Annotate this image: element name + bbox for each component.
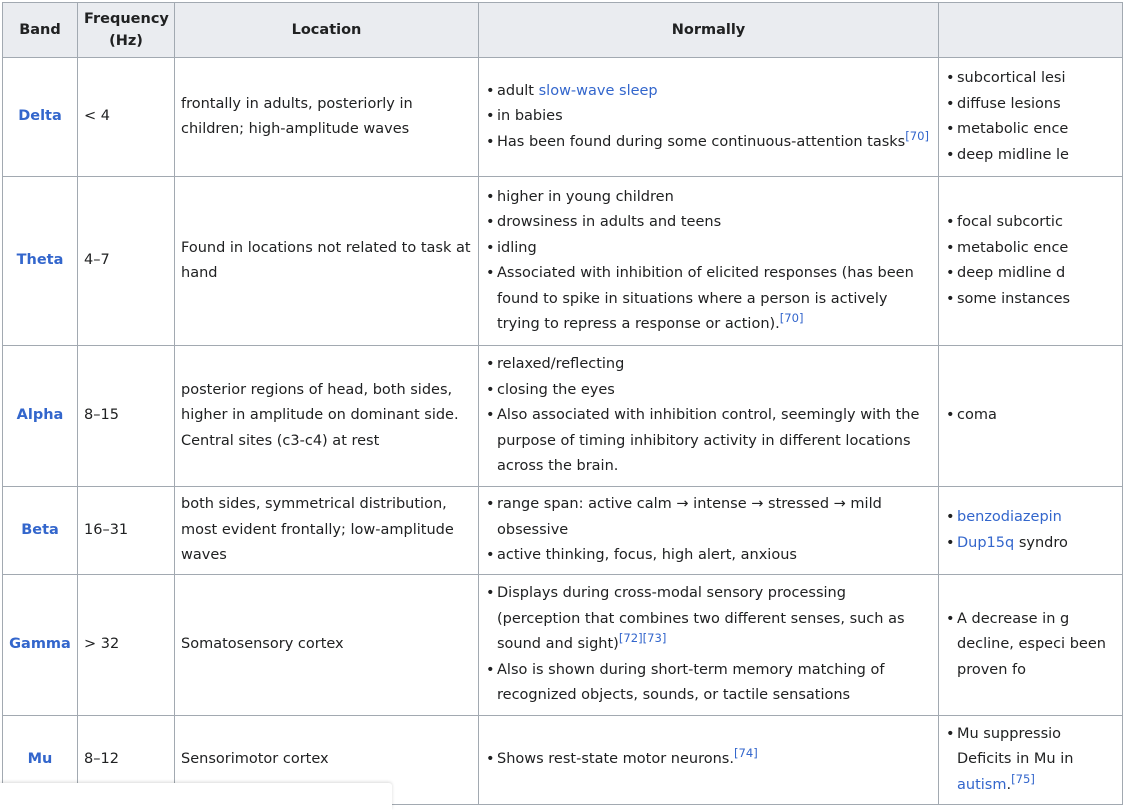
normally-cell bbox=[479, 716, 939, 805]
list-item bbox=[957, 505, 1116, 531]
header-normally: Normally bbox=[479, 3, 939, 58]
list-item: • focal subcortic bbox=[957, 210, 1116, 236]
citation-link[interactable]: [74] bbox=[733, 746, 758, 761]
list-item: • coma bbox=[957, 403, 1116, 429]
list-item: • metabolic ence bbox=[957, 236, 1116, 262]
list-item: • closing the eyes bbox=[497, 378, 932, 404]
citation-link[interactable]: [72][73] bbox=[618, 631, 667, 646]
list-item: • Mu suppressio Deficits in Mu in autism.[75] bbox=[957, 722, 1116, 799]
table-row bbox=[3, 487, 1123, 575]
list-item: • Has been found during some continuous-attention tasks[70] bbox=[497, 130, 932, 156]
band-link[interactable]: Beta bbox=[21, 521, 59, 538]
list-item: • higher in young children bbox=[497, 185, 932, 211]
band-cell bbox=[3, 58, 78, 177]
list-item: • A decrease in g decline, especi been proven fo bbox=[957, 607, 1116, 684]
pathologically-cell bbox=[939, 58, 1123, 177]
band-cell bbox=[3, 177, 78, 346]
list-item: • range span: active calm → intense → stressed → mild obsessive bbox=[497, 492, 932, 543]
band-cell bbox=[3, 487, 78, 575]
frequency-cell: > 32 bbox=[78, 575, 175, 716]
pathologically-cell bbox=[939, 487, 1123, 575]
header-location: Location bbox=[175, 3, 479, 58]
list-item: • metabolic ence bbox=[957, 117, 1116, 143]
table-row bbox=[3, 575, 1123, 716]
dup15q-link[interactable]: Dup15q bbox=[957, 534, 1015, 551]
list-item: • Displays during cross-modal sensory processing (perception that combines two different senses, such as sound and sight)[72][73] bbox=[497, 581, 932, 658]
location-cell: Somatosensory cortex bbox=[175, 575, 479, 716]
band-link[interactable]: Delta bbox=[18, 108, 62, 125]
pathologically-cell bbox=[939, 346, 1123, 487]
citation-link[interactable]: [70] bbox=[905, 128, 930, 143]
list-item: • drowsiness in adults and teens bbox=[497, 210, 932, 236]
list-item: • Associated with inhibition of elicited responses (has been found to spike in situations where a person is actively trying to repress a response or action).[70] bbox=[497, 261, 932, 338]
location-cell: posterior regions of head, both sides, higher in amplitude on dominant side. Central sites (c3-c4) at rest bbox=[175, 346, 479, 487]
citation-link[interactable]: [70] bbox=[779, 311, 804, 326]
normally-cell bbox=[479, 487, 939, 575]
list-item: • relaxed/reflecting bbox=[497, 352, 932, 378]
band-link[interactable]: Theta bbox=[16, 252, 64, 269]
location-cell: frontally in adults, posteriorly in children; high-amplitude waves bbox=[175, 58, 479, 177]
location-cell: Sensorimotor cortex bbox=[175, 716, 479, 805]
frequency-cell: 16–31 bbox=[78, 487, 175, 575]
list-item: • deep midline le bbox=[957, 143, 1116, 169]
pathologically-cell bbox=[939, 177, 1123, 346]
header-pathologically bbox=[939, 3, 1123, 58]
autism-link[interactable]: autism bbox=[957, 776, 1007, 793]
list-item: • idling bbox=[497, 236, 932, 262]
band-link[interactable]: Alpha bbox=[16, 407, 64, 424]
slow-wave-sleep-link[interactable]: slow-wave sleep bbox=[538, 82, 658, 99]
normally-cell bbox=[479, 346, 939, 487]
list-item: • deep midline d bbox=[957, 261, 1116, 287]
band-link[interactable]: Gamma bbox=[9, 636, 71, 653]
header-band: Band bbox=[3, 3, 78, 58]
list-item: • Also is shown during short-term memory matching of recognized objects, sounds, or tactile sensations bbox=[497, 658, 932, 709]
normally-cell bbox=[479, 58, 939, 177]
table-header-row bbox=[3, 3, 1123, 58]
citation-link[interactable]: [75] bbox=[1011, 771, 1035, 786]
pathologically-cell bbox=[939, 716, 1123, 805]
pathologically-cell bbox=[939, 575, 1123, 716]
list-item: • adult slow-wave sleep bbox=[497, 79, 932, 105]
list-item: • Shows rest-state motor neurons.[74] bbox=[497, 747, 932, 773]
list-item: • some instances bbox=[957, 287, 1116, 313]
list-item: • in babies bbox=[497, 104, 932, 130]
list-item: • active thinking, focus, high alert, anxious bbox=[497, 543, 932, 569]
band-link[interactable]: Mu bbox=[27, 751, 53, 768]
list-item: • Dup15q syndro bbox=[957, 531, 1116, 557]
frequency-cell: 8–12 bbox=[78, 716, 175, 805]
header-frequency: Frequency (Hz) bbox=[78, 3, 175, 58]
bottom-overlay-panel bbox=[0, 783, 392, 810]
eeg-bands-table bbox=[2, 2, 1123, 805]
table-row bbox=[3, 346, 1123, 487]
table-row bbox=[3, 58, 1123, 177]
location-cell: both sides, symmetrical distribution, most evident frontally; low-amplitude waves bbox=[175, 487, 479, 575]
list-item: • subcortical lesi bbox=[957, 66, 1116, 92]
location-cell: Found in locations not related to task at hand bbox=[175, 177, 479, 346]
frequency-cell: < 4 bbox=[78, 58, 175, 177]
table-row bbox=[3, 177, 1123, 346]
list-item: • diffuse lesions bbox=[957, 92, 1116, 118]
frequency-cell: 8–15 bbox=[78, 346, 175, 487]
list-item: • Also associated with inhibition control, seemingly with the purpose of timing inhibitory activity in different locations across the brain. bbox=[497, 403, 932, 480]
band-cell bbox=[3, 346, 78, 487]
band-cell bbox=[3, 575, 78, 716]
normally-cell bbox=[479, 177, 939, 346]
normally-cell bbox=[479, 575, 939, 716]
benzodiazepine-link[interactable]: benzodiazepin bbox=[957, 509, 1062, 525]
frequency-cell: 4–7 bbox=[78, 177, 175, 346]
